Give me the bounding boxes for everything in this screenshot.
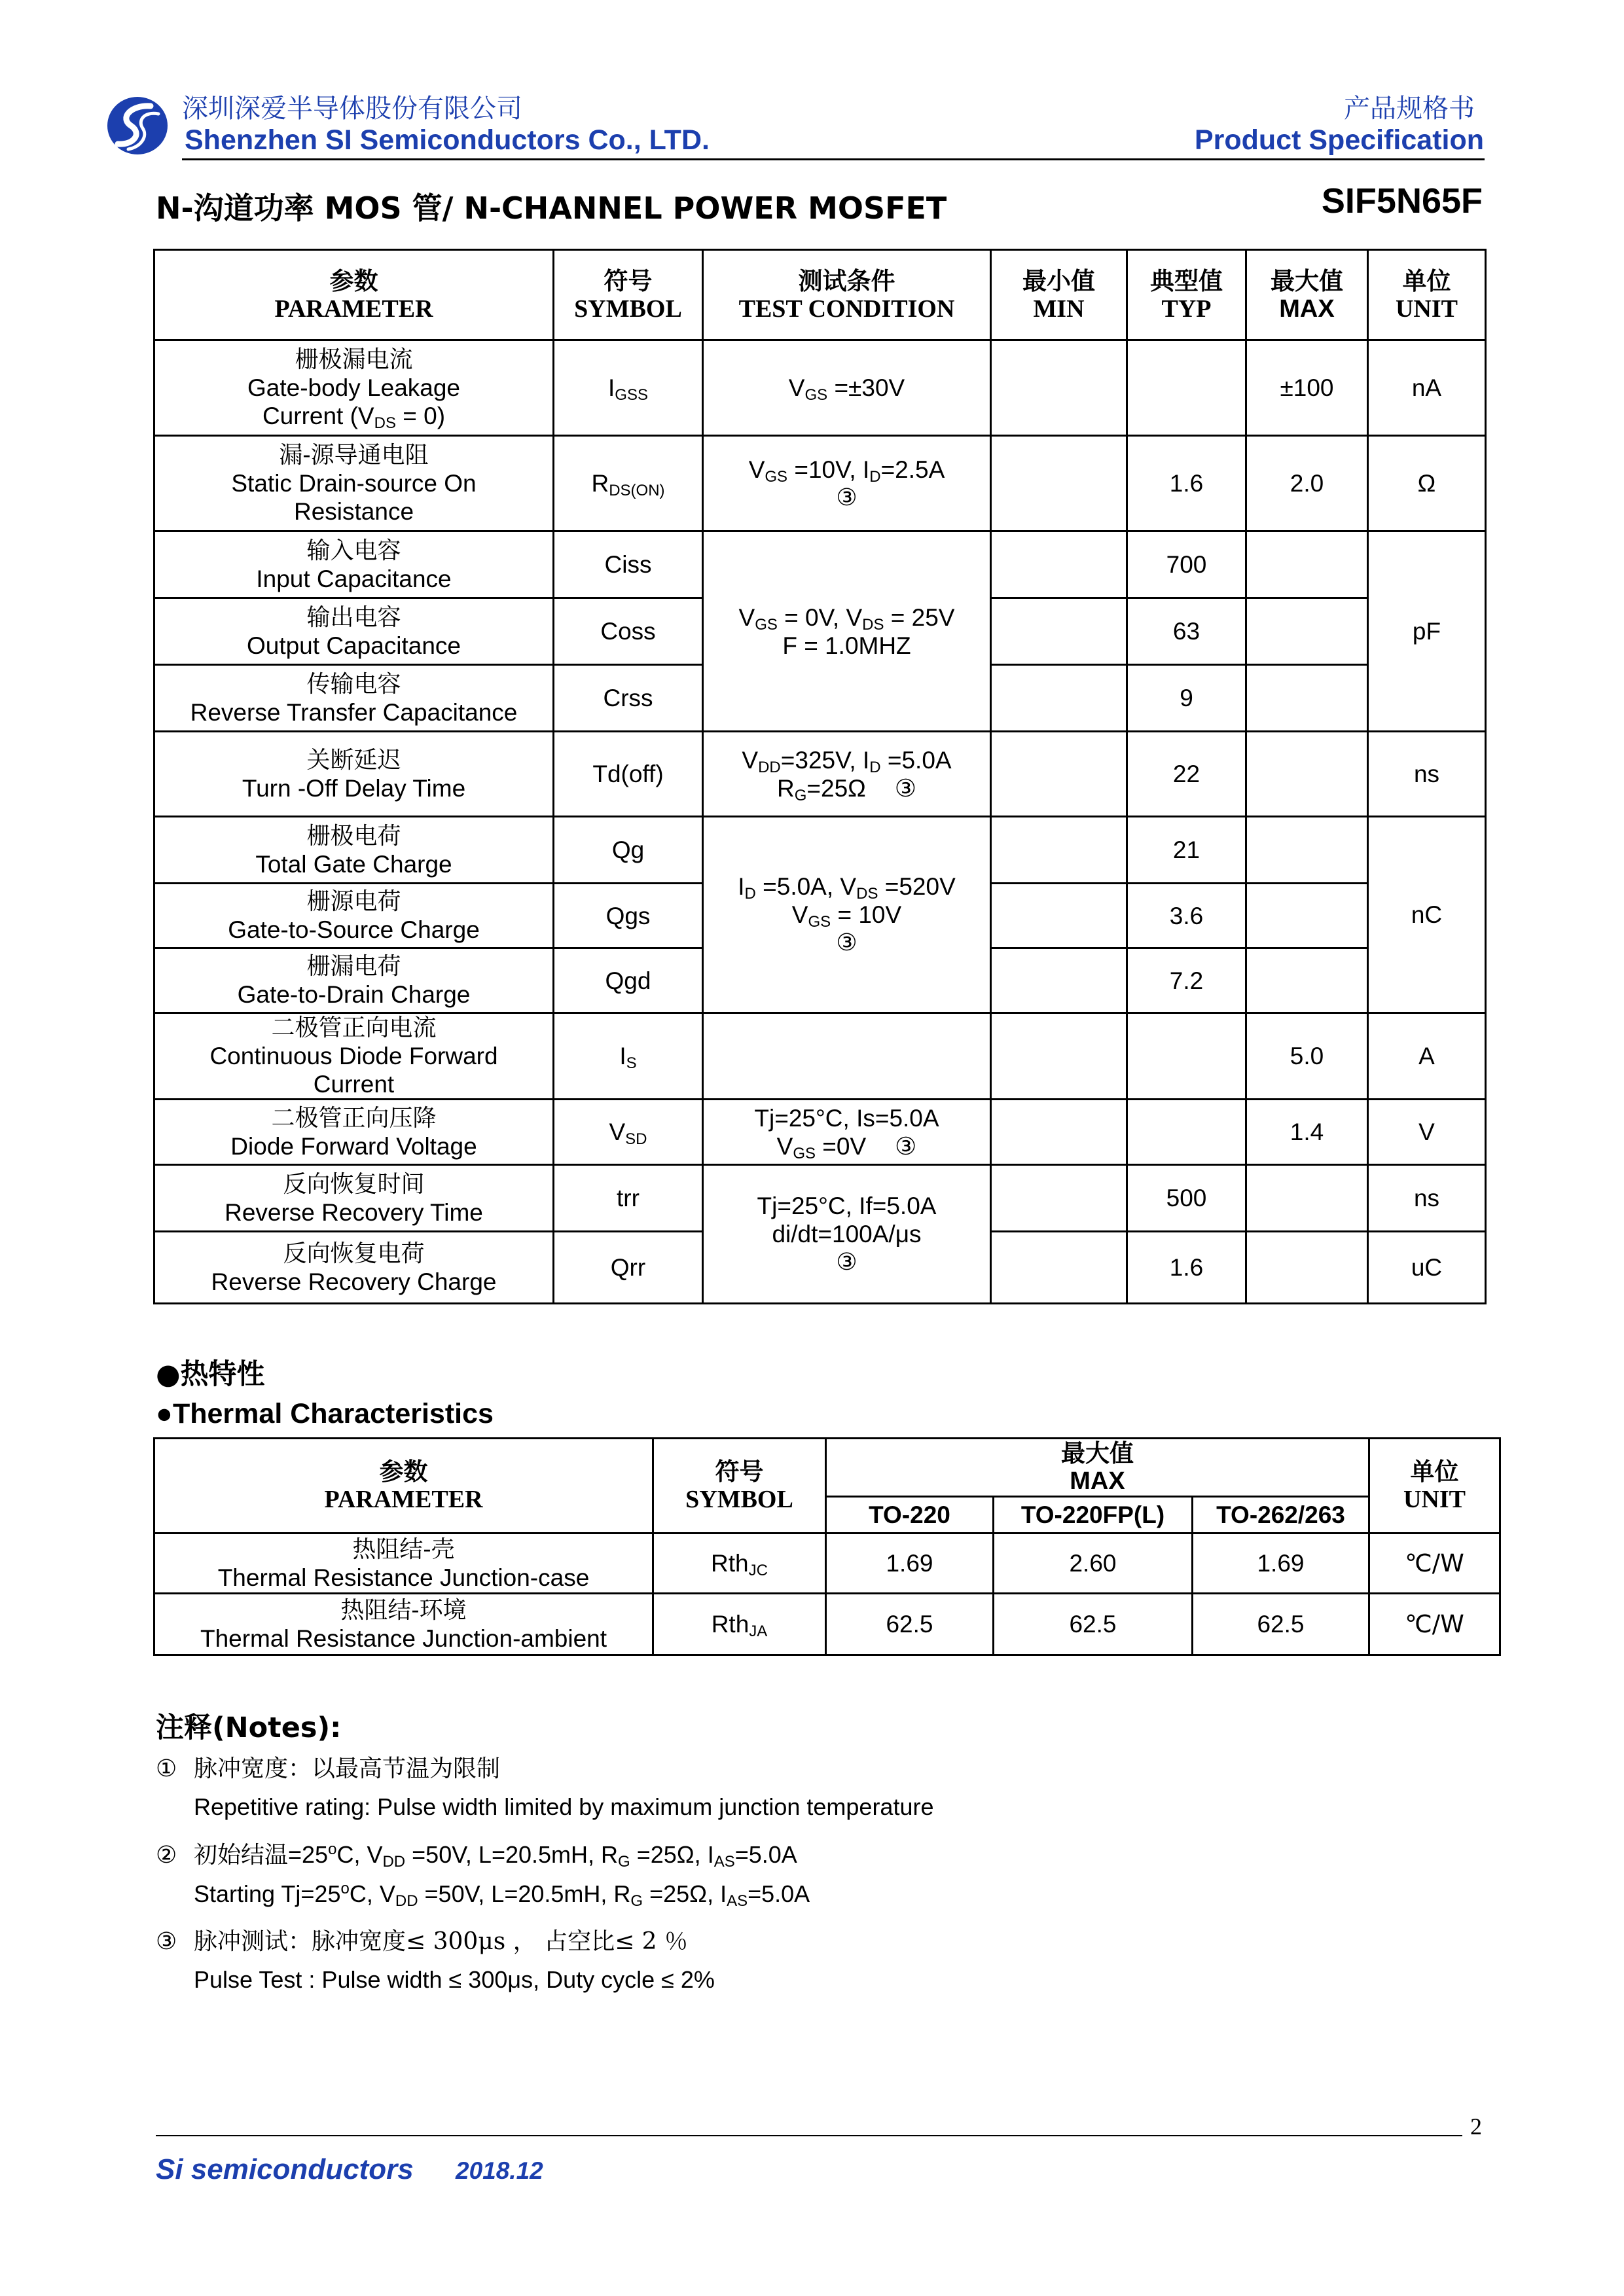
condition-cell: $V_{DD}=325V$, $I_D =5.0A$ $R_G=25\Omega$ ③ [703, 732, 991, 817]
typ-cell: 9 [1127, 665, 1246, 732]
min-cell [991, 436, 1127, 531]
unit-cell: nC [1368, 817, 1486, 1013]
col-parameter: 参数 PARAMETER [154, 250, 554, 340]
header-rule [182, 158, 1485, 160]
value-cell: 62.5 [994, 1594, 1193, 1655]
min-cell [991, 340, 1127, 436]
min-cell [991, 884, 1127, 948]
table-row [154, 817, 1486, 884]
unit-cell: ℃/W [1369, 1534, 1500, 1594]
condition-cell: Tj=25°C, If=5.0A di/dt=100A/μs ③ [703, 1165, 991, 1304]
condition-cell [703, 1013, 991, 1100]
param-cell: 漏-源导通电阻 Static Drain-source On Resistance [154, 436, 554, 531]
col-unit: 单位 UNIT [1368, 250, 1486, 340]
part-number: SIF5N65F [1321, 181, 1483, 221]
unit-cell: ns [1368, 732, 1486, 817]
col-typ: 典型值 TYP [1127, 250, 1246, 340]
param-cell: 反向恢复电荷 Reverse Recovery Charge [154, 1232, 554, 1304]
col-min: 最小值 MIN [991, 250, 1127, 340]
condition-cell: Tj=25°C, Is=5.0A $V_{GS} =0V$ ③ [703, 1100, 991, 1165]
footer-company: Si semiconductors [156, 2153, 414, 2185]
typ-cell: 700 [1127, 531, 1246, 598]
footer-date: 2018.12 [456, 2157, 543, 2184]
table-row [154, 531, 1486, 598]
col-symbol: 符号 SYMBOL [653, 1439, 826, 1534]
table-header-row [154, 250, 1486, 340]
thermal-title-en: ●Thermal Characteristics [156, 1398, 494, 1429]
unit-cell: nA [1368, 340, 1486, 436]
unit-cell: ns [1368, 1165, 1486, 1232]
col-parameter: 参数 PARAMETER [154, 1439, 653, 1534]
param-cell: 二极管正向压降 Diode Forward Voltage [154, 1100, 554, 1165]
condition-cell: $I_D =5.0A$, $V_{DS} =520V$ $V_{GS} = 10V$ ③ [703, 817, 991, 1013]
unit-cell: ℃/W [1369, 1594, 1500, 1655]
param-cell: 二极管正向电流 Continuous Diode Forward Current [154, 1013, 554, 1100]
typ-cell [1127, 1100, 1246, 1165]
col-pkg-to220fp: TO-220FP(L) [994, 1497, 1193, 1534]
param-cell: 热阻结-环境 Thermal Resistance Junction-ambient [154, 1594, 653, 1655]
max-cell [1246, 531, 1368, 598]
thermal-header-row [154, 1439, 1500, 1497]
min-cell [991, 665, 1127, 732]
doc-type-en: Product Specification [1194, 124, 1484, 156]
thermal-title-cn: ●热特性 [156, 1358, 265, 1391]
col-max: 最大值 MAX [826, 1439, 1369, 1497]
max-cell: 5.0 [1246, 1013, 1368, 1100]
param-cell: 传输电容 Reverse Transfer Capacitance [154, 665, 554, 732]
table-row [154, 1165, 1486, 1232]
electrical-characteristics-table [153, 249, 1487, 1304]
typ-cell: 63 [1127, 598, 1246, 665]
condition-cell: $V_{GS} = 0V$, $V_{DS} = 25V$ F = 1.0MHZ [703, 531, 991, 732]
min-cell [991, 1232, 1127, 1304]
param-cell: 输入电容 Input Capacitance [154, 531, 554, 598]
symbol-cell: $R_{DS(ON)}$ [554, 436, 703, 531]
min-cell [991, 1165, 1127, 1232]
symbol-cell: Ciss [554, 531, 703, 598]
min-cell [991, 732, 1127, 817]
max-cell: 2.0 [1246, 436, 1368, 531]
table-row [154, 732, 1486, 817]
param-cell: 反向恢复时间 Reverse Recovery Time [154, 1165, 554, 1232]
min-cell [991, 531, 1127, 598]
unit-cell: A [1368, 1013, 1486, 1100]
param-cell: 关断延迟 Turn -Off Delay Time [154, 732, 554, 817]
param-cell: 栅源电荷 Gate-to-Source Charge [154, 884, 554, 948]
col-pkg-to262: TO-262/263 [1193, 1497, 1369, 1534]
max-cell [1246, 817, 1368, 884]
param-cell: 栅极电荷 Total Gate Charge [154, 817, 554, 884]
max-cell: 1.4 [1246, 1100, 1368, 1165]
thermal-table [153, 1437, 1501, 1656]
note-1: ① 脉冲宽度：以最高节温为限制 [156, 1755, 501, 1782]
unit-cell: V [1368, 1100, 1486, 1165]
max-cell [1246, 1165, 1368, 1232]
symbol-cell: Td(off) [554, 732, 703, 817]
symbol-cell: $I_S$ [554, 1013, 703, 1100]
typ-cell: 1.6 [1127, 436, 1246, 531]
max-cell [1246, 1232, 1368, 1304]
symbol-cell: $V_{SD}$ [554, 1100, 703, 1165]
value-cell: 1.69 [1193, 1534, 1369, 1594]
table-row [154, 1100, 1486, 1165]
max-cell [1246, 598, 1368, 665]
table-row [154, 436, 1486, 531]
param-cell: 热阻结-壳 Thermal Resistance Junction-case [154, 1534, 653, 1594]
typ-cell: 1.6 [1127, 1232, 1246, 1304]
typ-cell: 22 [1127, 732, 1246, 817]
company-logo [105, 92, 170, 157]
max-cell [1246, 884, 1368, 948]
col-unit: 单位 UNIT [1369, 1439, 1500, 1534]
doc-type-cn: 产品规格书 [1344, 94, 1475, 124]
max-cell: ±100 [1246, 340, 1368, 436]
col-max: 最大值 MAX [1246, 250, 1368, 340]
typ-cell: 7.2 [1127, 948, 1246, 1013]
col-pkg-to220: TO-220 [826, 1497, 994, 1534]
note-3-en: Pulse Test : Pulse width ≤ 300μs, Duty cycle ≤ 2% [194, 1966, 715, 1993]
max-cell [1246, 665, 1368, 732]
typ-cell: 500 [1127, 1165, 1246, 1232]
col-symbol: 符号 SYMBOL [554, 250, 703, 340]
symbol-cell: Rth$_{JC}$ [653, 1534, 826, 1594]
table-row [154, 1013, 1486, 1100]
max-cell [1246, 732, 1368, 817]
symbol-cell: Crss [554, 665, 703, 732]
unit-cell: pF [1368, 531, 1486, 732]
page-number: 2 [1470, 2113, 1482, 2140]
symbol-cell: Qrr [554, 1232, 703, 1304]
param-cell: 栅漏电荷 Gate-to-Drain Charge [154, 948, 554, 1013]
note-1-en: Repetitive rating: Pulse width limited by maximum junction temperature [194, 1793, 934, 1820]
col-test-condition: 测试条件 TEST CONDITION [703, 250, 991, 340]
table-row [154, 340, 1486, 436]
value-cell: 62.5 [1193, 1594, 1369, 1655]
table-row [154, 1594, 1500, 1655]
footer-rule [156, 2135, 1462, 2136]
symbol-cell: Qgd [554, 948, 703, 1013]
notes-title: 注释(Notes): [156, 1712, 342, 1744]
min-cell [991, 948, 1127, 1013]
typ-cell: 21 [1127, 817, 1246, 884]
value-cell: 2.60 [994, 1534, 1193, 1594]
note-2: ② 初始结温$=25^oC$, $V_{DD} =50V$, L=20.5mH, $R_G =25\Omega$, $I_{AS}=5.0A$ [156, 1840, 797, 1871]
unit-cell: uC [1368, 1232, 1486, 1304]
page-title: N-沟道功率 MOS 管/ N-CHANNEL POWER MOSFET [156, 190, 947, 226]
typ-cell: 3.6 [1127, 884, 1246, 948]
unit-cell: Ω [1368, 436, 1486, 531]
value-cell: 62.5 [826, 1594, 994, 1655]
condition-cell: $V_{GS} =\pm 30V$ [703, 340, 991, 436]
company-name-en: Shenzhen SI Semiconductors Co., LTD. [185, 124, 710, 156]
param-cell: 输出电容 Output Capacitance [154, 598, 554, 665]
note-3: ③ 脉冲测试：脉冲宽度≤ 300μs ， 占空比≤ 2 ％ [156, 1928, 689, 1955]
min-cell [991, 1100, 1127, 1165]
symbol-cell: trr [554, 1165, 703, 1232]
min-cell [991, 817, 1127, 884]
symbol-cell: Coss [554, 598, 703, 665]
note-2-en: Starting $Tj=25^oC$, $V_{DD} =50V$, L=20.5mH, $R_G =25\Omega$, $I_{AS}=5.0A$ [194, 1880, 810, 1910]
typ-cell [1127, 340, 1246, 436]
condition-cell: $V_{GS} =10V$, $I_D=2.5A$ ③ [703, 436, 991, 531]
symbol-cell: Qgs [554, 884, 703, 948]
typ-cell [1127, 1013, 1246, 1100]
symbol-cell: Rth$_{JA}$ [653, 1594, 826, 1655]
min-cell [991, 1013, 1127, 1100]
table-row [154, 1534, 1500, 1594]
min-cell [991, 598, 1127, 665]
value-cell: 1.69 [826, 1534, 994, 1594]
symbol-cell: $I_{GSS}$ [554, 340, 703, 436]
symbol-cell: Qg [554, 817, 703, 884]
param-cell: 栅极漏电流 Gate-body Leakage Current $(V_{DS} = 0)$ [154, 340, 554, 436]
max-cell [1246, 948, 1368, 1013]
company-name-cn: 深圳深爱半导体股份有限公司 [182, 94, 522, 124]
